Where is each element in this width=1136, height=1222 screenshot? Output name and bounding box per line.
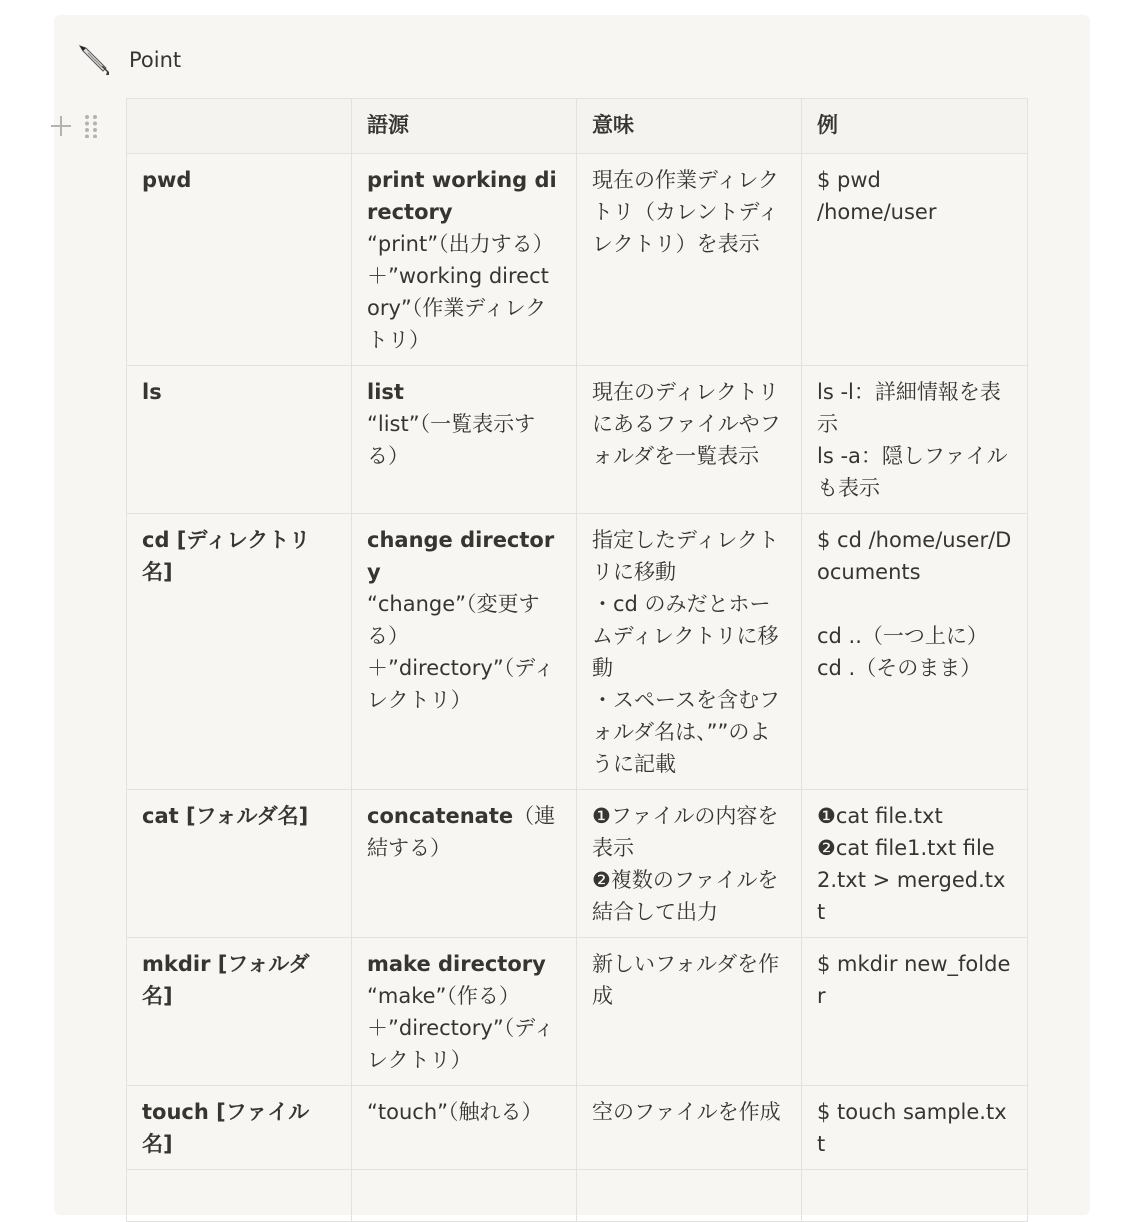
command-name: touch [ファイル名]: [142, 1100, 310, 1156]
example-text: $ touch sample.txt: [817, 1100, 1007, 1156]
origin-cell[interactable]: [352, 1170, 577, 1222]
meaning-cell[interactable]: [577, 1086, 802, 1170]
origin-cell[interactable]: [352, 154, 577, 366]
origin-term: change directory: [367, 528, 555, 584]
origin-text: “touch”（触れる）: [367, 1100, 543, 1124]
meaning-cell[interactable]: [577, 154, 802, 366]
command-cell[interactable]: [127, 1086, 352, 1170]
header-cell-meaning[interactable]: 意味: [577, 99, 802, 154]
example-cell[interactable]: [802, 154, 1028, 366]
table-row: [127, 154, 1028, 366]
command-cell[interactable]: [127, 366, 352, 514]
table-row: [127, 1170, 1028, 1222]
command-name: ls: [142, 380, 162, 404]
header-cell-example[interactable]: 例: [802, 99, 1028, 154]
origin-term: make directory: [367, 952, 546, 976]
example-text: $ cd /home/user/Documents cd ..（一つ上に） cd .（そのまま）: [817, 528, 1012, 680]
meaning-text: 空のファイルを作成: [592, 1100, 781, 1124]
command-cell[interactable]: [127, 790, 352, 938]
meaning-cell[interactable]: [577, 514, 802, 790]
example-text: ls -l：詳細情報を表示 ls -a：隠しファイルも表示: [817, 380, 1008, 500]
example-cell[interactable]: [802, 1170, 1028, 1222]
origin-text: “print”（出力する）＋”working directory”（作業ディレクトリ）: [367, 232, 554, 352]
origin-text: （連結する）: [367, 804, 556, 860]
command-name: cd [ディレクトリ名]: [142, 528, 311, 584]
origin-cell[interactable]: [352, 1086, 577, 1170]
meaning-text: 現在の作業ディレクトリ（カレントディレクトリ）を表示: [592, 168, 779, 256]
table-row: [127, 790, 1028, 938]
table-row: [127, 366, 1028, 514]
fountain-pen-icon: [76, 42, 112, 78]
command-name: cat [フォルダ名]: [142, 804, 309, 828]
meaning-text: 新しいフォルダを作成: [592, 952, 780, 1008]
table-row: [127, 938, 1028, 1086]
origin-term: print working directory: [367, 168, 557, 224]
block-handle[interactable]: [50, 112, 110, 140]
meaning-cell[interactable]: [577, 938, 802, 1086]
command-cell[interactable]: [127, 514, 352, 790]
meaning-text: ❶ファイルの内容を表示 ❷複数のファイルを結合して出力: [592, 804, 779, 924]
example-cell[interactable]: [802, 514, 1028, 790]
origin-term: concatenate: [367, 804, 514, 828]
example-cell[interactable]: [802, 1086, 1028, 1170]
example-cell[interactable]: [802, 790, 1028, 938]
command-cell[interactable]: [127, 938, 352, 1086]
table-row: [127, 514, 1028, 790]
drag-handle-icon[interactable]: [84, 114, 98, 138]
meaning-cell[interactable]: [577, 790, 802, 938]
origin-cell[interactable]: [352, 790, 577, 938]
origin-term: list: [367, 380, 404, 404]
example-text: $ pwd /home/user: [817, 168, 937, 224]
add-block-icon[interactable]: [50, 115, 72, 137]
callout-header: [76, 40, 181, 80]
meaning-cell[interactable]: [577, 1170, 802, 1222]
origin-cell[interactable]: [352, 366, 577, 514]
table-row: [127, 1086, 1028, 1170]
header-cell-command[interactable]: [127, 99, 352, 154]
command-name: mkdir [フォルダ名]: [142, 952, 310, 1008]
header-cell-origin[interactable]: 語源: [352, 99, 577, 154]
example-text: ❶cat file.txt ❷cat file1.txt file2.txt > merged.txt: [817, 804, 1006, 924]
origin-text: “list”（一覧表示する）: [367, 412, 536, 468]
origin-cell[interactable]: [352, 938, 577, 1086]
example-cell[interactable]: [802, 366, 1028, 514]
command-cell[interactable]: [127, 154, 352, 366]
meaning-text: 指定したディレクトリに移動 ・cd のみだとホームディレクトリに移動 ・スペースを含むフォルダ名は、””のように記載: [592, 528, 780, 776]
origin-text: “change”（変更する） ＋”directory”（ディレクトリ）: [367, 592, 555, 712]
example-cell[interactable]: [802, 938, 1028, 1086]
example-text: $ mkdir new_folder: [817, 952, 1011, 1008]
meaning-cell[interactable]: [577, 366, 802, 514]
origin-cell[interactable]: [352, 514, 577, 790]
command-cell[interactable]: [127, 1170, 352, 1222]
command-table: [126, 98, 1028, 1222]
meaning-text: 現在のディレクトリにあるファイルやフォルダを一覧表示: [592, 380, 781, 468]
callout-title: Point: [129, 48, 182, 72]
table-header-row: [127, 99, 1028, 154]
command-name: pwd: [142, 168, 192, 192]
origin-text: “make”（作る） ＋”directory”（ディレクトリ）: [367, 984, 555, 1072]
